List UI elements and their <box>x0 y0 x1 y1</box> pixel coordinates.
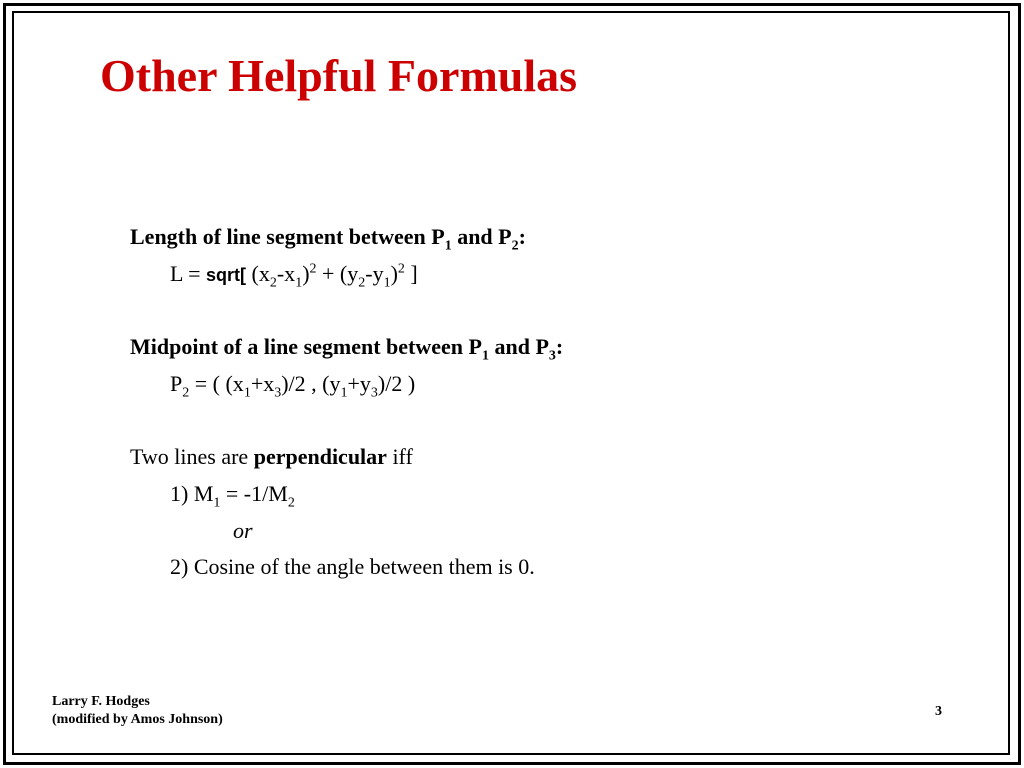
perpendicular-intro: Two lines are perpendicular iff <box>130 444 413 469</box>
page-number: 3 <box>935 704 942 719</box>
midpoint-heading: Midpoint of a line segment between $P_1$ and $P_3$: <box>130 334 564 364</box>
perpendicular-condition-2: 2) Cosine of the angle between them is 0. <box>170 554 535 579</box>
perpendicular-condition-1: 1) $M_1 = -1/M_2$ <box>170 481 295 511</box>
perpendicular-term: perpendicular <box>253 444 387 469</box>
or-connector: or <box>233 518 253 543</box>
sqrt-function: sqrt[ <box>206 265 247 285</box>
footer-credits <box>52 693 223 729</box>
length-formula: L = sqrt[ $(x_2-x_1)^2 + (y_2-y_1)^2$ ] <box>170 261 418 291</box>
slide-title: Other Helpful Formulas <box>100 50 578 101</box>
footer-author: Larry F. Hodges <box>52 694 150 709</box>
midpoint-formula: $P_2$ = ( $(x_1+x_3)/2$ , $(y_1+y_3)/2$ ) <box>170 371 416 401</box>
length-heading: Length of line segment between $P_1$ and $P_2$: <box>130 224 526 254</box>
slide-border-inner <box>12 11 1010 755</box>
footer-modified-by: (modified by Amos Johnson) <box>52 712 223 728</box>
